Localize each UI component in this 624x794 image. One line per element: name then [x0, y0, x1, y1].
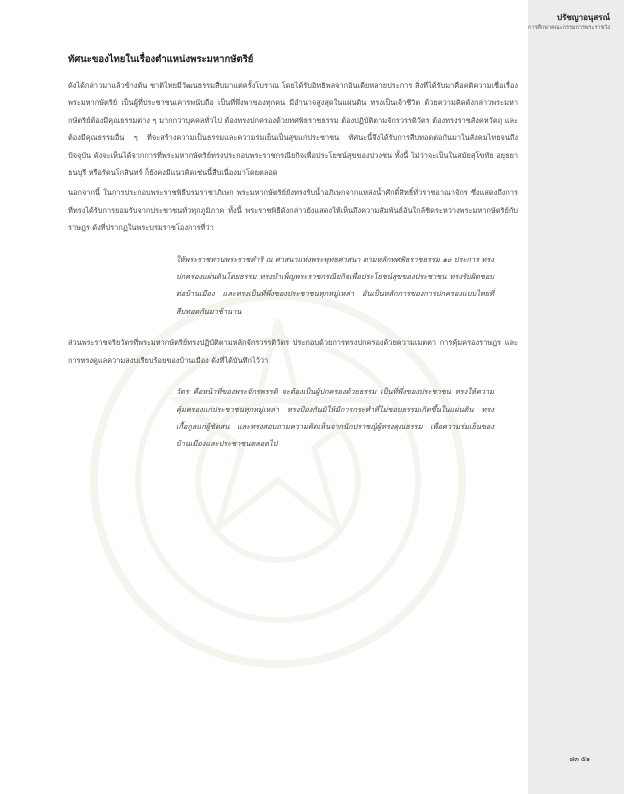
page-number: ๘๓ ๕๑: [569, 755, 590, 763]
article-body: [68, 52, 518, 467]
sidebar-title: ปรัชญาอนุสรณ์: [557, 13, 610, 22]
article-paragraph-3: ส่วนพระราชจริยวัตรที่พระมหากษัตริย์ทรงปฏิบัติตามหลักจักรวรรดิวัตร ประกอบด้วยการทรงปกครองด้วยความเมตตา การคุ้มครองราษฎร และการทรงดูแลความสงบเรียบร้อยของบ้านเมือง ดังที่ได้บันทึกไว้ว่า: [68, 338, 518, 365]
article-paragraph-2: นอกจากนี้ ในการประกอบพระราชพิธีบรมราชาภิเษก พระมหากษัตริย์ยังทรงรับน้ำอภิเษกจากแหล่งน้ำศักดิ์สิทธิ์ทั่วราชอาณาจักร ซึ่งแสดงถึงการที่ทรงได้รับการยอมรับจากประชาชนทั่วทุกภูมิภาค ทั้งนี้ พระราชพิธีดังกล่าวยังแสดงให้เห็นถึงความสัมพันธ์อันใกล้ชิดระหว่างพระมหากษัตริย์กับราษฎร ดังที่ปรากฏในพระบรมราชโองการที่ว่า: [68, 188, 518, 233]
article-heading: ทัศนะของไทยในเรื่องตำแหน่งพระมหากษัตริย์: [68, 54, 254, 65]
sidebar-subtitle: การศึกษาคณะกรรมการพระราชวัง: [528, 25, 610, 31]
block-quote: ให้พระราชทานพระราชดำริ ณ ศาสนาแห่งพระพุทธศาสนา ตามหลักทศพิธราชธรรม ๑๐ ประการ ทรงปกครองแผ่นดินโดยธรรม ทรงบำเพ็ญพระราชกรณียกิจเพื่อประโยชน์สุขของประชาชน ทรงรับผิดชอบต่อบ้านเมือง และทรงเป็นที่พึ่งของประชาชนทุกหมู่เหล่า อันเป็นหลักการของการปกครองแบบไทยที่สืบทอดกันมาช้านาน: [176, 254, 494, 316]
article-paragraph-1: ดังได้กล่าวมาแล้วข้างต้น ชาติไทยมีวัฒนธรรมสืบมาแต่ครั้งโบราณ โดยได้รับอิทธิพลจากอินเดียหลายประการ สิ่งที่ได้รับมาคือคติความเชื่อเรื่องพระมหากษัตริย์ เป็นผู้ที่ประชาชนเคารพนับถือ เป็นที่พึ่งพาของทุกคน มีอำนาจสูงสุดในแผ่นดิน ทรงเป็นเจ้าชีวิต ด้วยความคิดดังกล่าวพระมหากษัตริย์ต้องมีคุณธรรมต่าง ๆ มากกว่าบุคคลทั่วไป ต้องทรงปกครองด้วยทศพิธราชธรรม ต้องปฏิบัติตามจักรวรรดิวัตร ต้องทรงราชสังคหวัตถุ และต้องมีคุณธรรมอื่น ๆ ที่จะสร้างความเป็นธรรมและความร่มเย็นเป็นสุขแก่ประชาชน ทัศนะนี้จึงได้รับการสืบทอดต่อกันมาในสังคมไทยจนถึงปัจจุบัน ดังจะเห็นได้จากการที่พระมหากษัตริย์ทรงประกอบพระราชกรณียกิจเพื่อประโยชน์สุขของปวงชน ทั้งนี้ ไม่ว่าจะเป็นในสมัยสุโขทัย อยุธยา ธนบุรี หรือรัตนโกสินทร์ ก็ยังคงมีแนวคิดเช่นนี้สืบเนื่องมาโดยตลอด: [68, 81, 518, 178]
block-quote-2: วัตร คือหน้าที่ของพระจักรพรรดิ จะต้องเป็นผู้ปกครองด้วยธรรม เป็นที่พึ่งของประชาชน ทรงให้ความคุ้มครองแก่ประชาชนทุกหมู่เหล่า ทรงป้องกันมิให้มีการกระทำที่ไม่ชอบธรรมเกิดขึ้นในแผ่นดิน ทรงเกื้อกูลแก่ผู้ขัดสน และทรงสอบถามความคิดเห็นจากนักปราชญ์ผู้ทรงคุณธรรม เพื่อความร่มเย็นของบ้านเมืองและประชาชนตลอดไป: [176, 387, 494, 449]
sidebar-panel: [528, 0, 624, 794]
